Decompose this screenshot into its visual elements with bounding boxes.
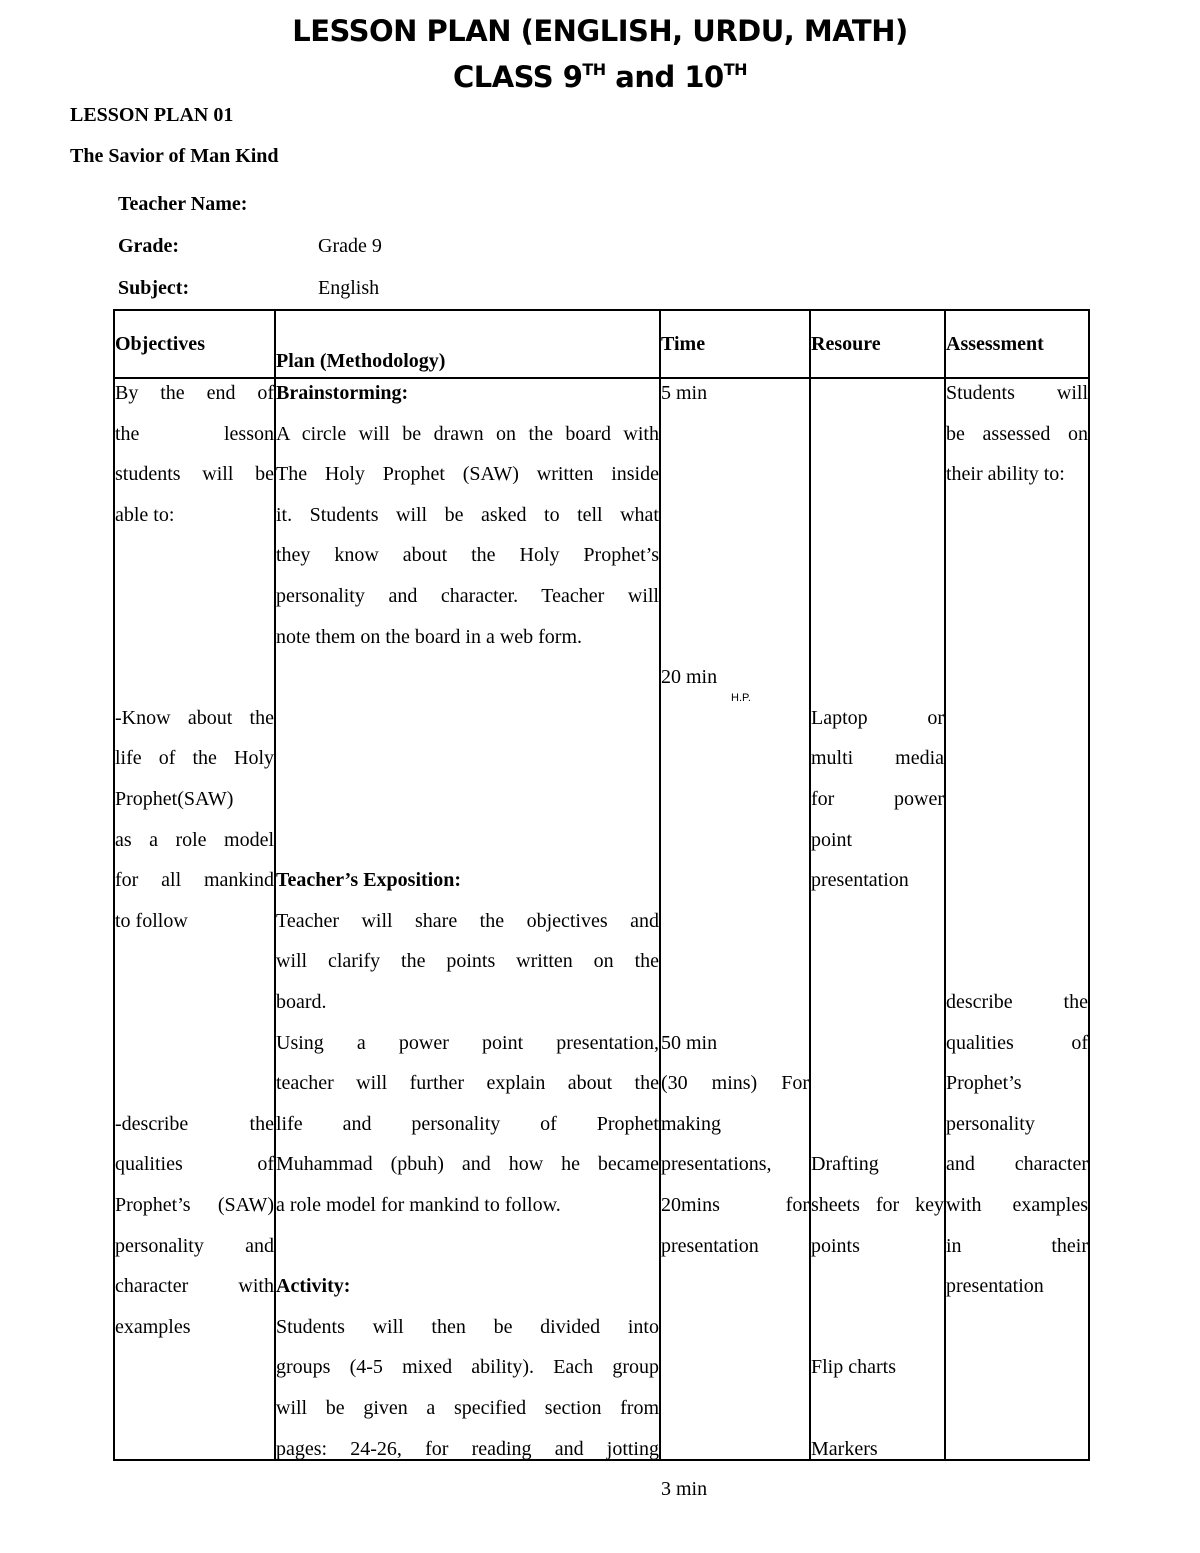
- assessment-cell: [945, 378, 1089, 1460]
- objective-line: By the end of: [115, 382, 274, 404]
- time-line: presentations,: [661, 1153, 772, 1176]
- objective-line: Prophet’s (SAW): [115, 1194, 274, 1216]
- resource-line: sheets for key: [811, 1194, 944, 1216]
- plan-line: life and personality of Prophet: [276, 1112, 659, 1135]
- assessment-line: Students will: [946, 382, 1088, 404]
- plan-line: Muhammad (pbuh) and how he became: [276, 1153, 659, 1176]
- header-plan-label: Plan (Methodology): [276, 349, 446, 372]
- diagram-label-hp: H.P.: [731, 692, 751, 704]
- lesson-plan-table: [113, 309, 1090, 1501]
- plan-line: they know about the Holy Prophet’s: [276, 544, 659, 567]
- plan-line: it. Students will be asked to tell what: [276, 503, 659, 526]
- header-resource: Resoure: [810, 310, 945, 378]
- assessment-line: Prophet’s: [946, 1072, 1022, 1095]
- plan-line: teacher will further explain about the: [276, 1072, 659, 1095]
- table-header-row: [114, 310, 1089, 378]
- time-line: 3 min: [661, 1478, 708, 1501]
- resource-line: Markers: [811, 1437, 878, 1460]
- resource-line: presentation: [811, 869, 909, 892]
- assessment-line: with examples: [946, 1194, 1088, 1216]
- time-line: 5 min: [661, 382, 708, 404]
- table-body-row: [114, 378, 1089, 1460]
- plan-line: Using a power point presentation,: [276, 1031, 659, 1054]
- objective-line: personality and: [115, 1234, 274, 1257]
- plan-line: Teacher will share the objectives and: [276, 909, 659, 932]
- objective-line: able to:: [115, 503, 175, 526]
- objective-line: examples: [115, 1315, 191, 1338]
- time-line: 50 min: [661, 1031, 718, 1054]
- assessment-line: and character: [946, 1153, 1088, 1176]
- document-title-line1: LESSON PLAN (ENGLISH, URDU, MATH): [292, 14, 908, 48]
- objective-line: character with: [115, 1275, 274, 1298]
- objective-line: the lesson: [115, 422, 274, 445]
- subject-value: English: [318, 277, 380, 299]
- plan-line: board.: [276, 991, 327, 1013]
- objective-line: -Know about the: [115, 706, 274, 729]
- plan-line: Teacher’s Exposition:: [276, 869, 461, 892]
- assessment-line: personality: [946, 1112, 1035, 1135]
- assessment-line: in their: [946, 1234, 1088, 1257]
- assessment-line: their ability to:: [946, 463, 1065, 486]
- plan-line: a role model for mankind to follow.: [276, 1194, 561, 1216]
- objective-line: qualities of: [115, 1153, 274, 1176]
- time-cell: [660, 378, 810, 1501]
- plan-line: will be given a specified section from: [276, 1397, 659, 1419]
- plan-line: The Holy Prophet (SAW) written inside: [276, 463, 659, 486]
- objective-line: to follow: [115, 909, 188, 932]
- subject-label: Subject:: [118, 277, 190, 299]
- objective-line: as a role model: [115, 828, 274, 851]
- objective-line: Prophet(SAW): [115, 788, 234, 810]
- resource-line: multi media: [811, 747, 944, 770]
- time-line: presentation: [661, 1234, 759, 1257]
- plan-line: note them on the board in a web form.: [276, 625, 583, 648]
- header-objectives: Objectives: [114, 310, 275, 378]
- plan-line: groups (4-5 mixed ability). Each group: [276, 1356, 659, 1379]
- resource-line: Flip charts: [811, 1356, 896, 1379]
- resource-line: Laptop or: [811, 706, 944, 729]
- plan-line: Brainstorming:: [276, 382, 409, 404]
- objective-line: life of the Holy: [115, 747, 274, 770]
- header-time: Time: [660, 310, 810, 378]
- lesson-topic: The Savior of Man Kind: [70, 145, 279, 167]
- assessment-line: describe the: [946, 991, 1088, 1013]
- assessment-line: be assessed on: [946, 422, 1088, 445]
- resource-line: points: [811, 1234, 860, 1257]
- resource-line: Drafting: [811, 1153, 879, 1176]
- objective-line: for all mankind: [115, 869, 274, 892]
- time-line: 20 min: [661, 666, 718, 689]
- time-line: 20mins for: [661, 1194, 809, 1216]
- assessment-line: qualities of: [946, 1031, 1088, 1054]
- time-line: making: [661, 1112, 721, 1135]
- plan-line: personality and character. Teacher will: [276, 585, 659, 607]
- objective-line: -describe the: [115, 1112, 274, 1135]
- grade-label: Grade:: [118, 235, 180, 257]
- resource-cell: [810, 378, 945, 1460]
- lesson-number: LESSON PLAN 01: [70, 104, 234, 126]
- plan-line: pages: 24-26, for reading and jotting: [276, 1437, 659, 1460]
- plan-line: Activity:: [276, 1275, 351, 1298]
- resource-line: for power: [811, 788, 944, 810]
- plan-line: A circle will be drawn on the board with: [276, 422, 659, 445]
- header-assessment: Assessment: [945, 310, 1089, 378]
- assessment-line: presentation: [946, 1275, 1044, 1298]
- objectives-cell: [114, 378, 275, 1460]
- grade-value: Grade 9: [318, 235, 382, 257]
- time-line: (30 mins) For: [661, 1072, 809, 1095]
- teacher-name-label: Teacher Name:: [118, 193, 248, 215]
- header-plan: [275, 310, 660, 378]
- document-title-line2: CLASS 9TH and 10TH: [452, 60, 748, 94]
- plan-line: Students will then be divided into: [276, 1315, 659, 1338]
- objective-line: students will be: [115, 463, 274, 486]
- resource-line: point: [811, 828, 853, 851]
- plan-line: will clarify the points written on the: [276, 950, 659, 973]
